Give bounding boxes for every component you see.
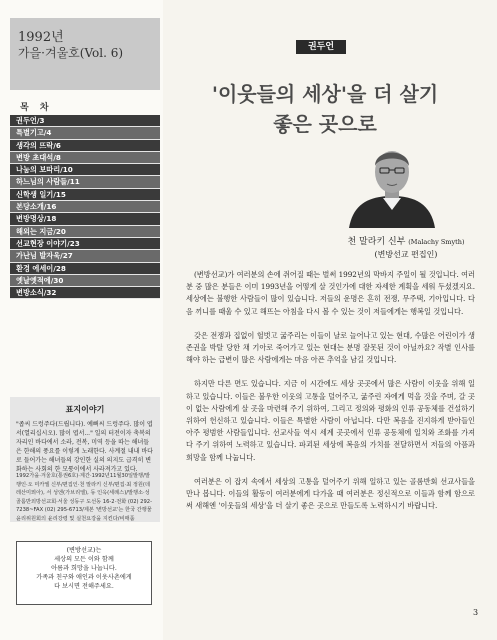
- toc-item: 특별기고/4: [10, 127, 160, 139]
- cover-story-text: "좁씨 드렁주다(드립니다). 예뻐씨 드렁주다. 많이 엽서(열리십시오). 많이 엽서..." 일의 터전이자 축복의 자리인 바다에서 소라, 전복, 미역 등을 따는 해녀들은 한해의 풍요를 이렇게 노래한다. 사계절 내내 바다로 들어가는 해녀들의 강인한 실의 의지도 급격히 변화하는 사회의 한 모퉁이에서 사라져가고 있다.: [16, 421, 153, 473]
- toc-item: 신학생 일기/15: [10, 189, 160, 201]
- toc-item: 변방명상/18: [10, 213, 160, 225]
- section-tag: 권두언: [296, 40, 346, 54]
- toc-item: 본당소개/16: [10, 201, 160, 213]
- article-title-line1: '이웃들의 세상'을 더 살기: [211, 82, 439, 106]
- distribution-notice: [16, 541, 152, 605]
- toc-item: 변방소식/32: [10, 287, 160, 299]
- toc-item: 옛날옛적에/30: [10, 275, 160, 287]
- toc-item: 가난님 발자욱/27: [10, 250, 160, 262]
- notice-line: 아름과 희망을 나눕니다.: [51, 565, 117, 572]
- publication-info: 1992가을·겨울호(통권6호)·계간·1992년11월30일발행/발행인·오 미카엘 신부/편집인·천 말라키 신부/편집·최 정원(데레산미뫼아), 서 성엔(가브리엘), 동 인옥(세례스)/발행소·성 골롬반외방선교회·서울 성동구 도선동 16-2·전화 (02) 292-7238~FAX (02) 295-6713/제본 '변방선교'는 한국 간행물 윤리위원회의 윤리강령 및 실천요강을 지킨다/비매품: [16, 473, 152, 522]
- toc-item: 나눔의 보따리/10: [10, 164, 160, 176]
- notice-line: (변방선교)는: [66, 547, 102, 554]
- notice-line: 가족과 친구와 애인과 이웃사촌에게: [36, 574, 132, 581]
- toc-item: 생각의 뜨락/6: [10, 140, 160, 152]
- toc-item: 해외는 지금/20: [10, 226, 160, 238]
- article-body: [186, 269, 475, 524]
- article-title-line2: 좋은 곳으로: [273, 112, 377, 136]
- author-affiliation: (변방선교 편집인): [374, 250, 438, 259]
- toc-item: 권두언/3: [10, 115, 160, 127]
- toc-item: 변방 초대석/8: [10, 152, 160, 164]
- article-paragraph: 갖은 전쟁과 집없이 헐벗고 굶주리는 이들이 날로 늘어나고 있는 현대, 수많은 어린이가 생존권을 박탈 당한 채 기아로 죽어가고 있는 현대는 분명 잘못된 것이 아닐까요? 작별 인사를 해야 하는 급변이 많은 사람에게는 마음 아픈 추억을 남길 것입니다.: [186, 330, 475, 365]
- author-name-en: (Malachy Smyth): [408, 238, 465, 246]
- table-of-contents: [10, 115, 160, 299]
- article-paragraph: 여러분은 이 잡지 속에서 세상의 고통을 덜어주기 위해 일하고 있는 골롬반회 선교사들을 만나 봅니다. 이들의 활동이 여러분에게 다가올 때 여러분은 정신적으로 이들과 함께 함으로써 새해엔 '이웃들의 세상'을 더 살기 좋은 곳으로 만들도록 노력하시기 바랍니다.: [186, 476, 475, 511]
- toc-title: 목 차: [20, 103, 53, 113]
- issue-volume: 가을·겨울호(Vol. 6): [18, 46, 124, 60]
- toc-item: 선교현장 이야기/23: [10, 238, 160, 250]
- article-paragraph: 하지만 다른 면도 있습니다. 지금 이 시간에도 세상 곳곳에서 많은 사람이 이웃을 위해 일하고 있습니다. 이들은 불우한 이웃의 고통을 덜어주고, 굶주린 자에게 먹을 것을 주며, 갈 곳이 없는 사람에게 살 곳을 마련해 주기 위하여, 그리고 정의와 평화의 인류 공동체를 건설하기 위하여 헌신하고 있습니다. 이들은 특별한 사람이 아닙니다. 다만 복음을 진지하게 받아들인 아주 평범한 사람들입니다. 선교사들 역시 세계 곳곳에서 인류 공동체에 일치와 조화를 가져다 주기 위하여 노력하고 있습니다. 파괴된 세상에 복음의 가치를 전달하면서 저들의 아픔과 희망을 함께 나눕니다.: [186, 379, 475, 462]
- author-photo: [339, 140, 445, 228]
- toc-item: 환경 에세이/28: [10, 263, 160, 275]
- issue-year: 1992년: [18, 30, 64, 45]
- author-byline: [321, 234, 491, 247]
- notice-line: 다 보시면 전해주세요.: [54, 583, 114, 590]
- notice-line: 세상의 모든 이와 함께: [54, 556, 114, 563]
- author-name: 천 말라키 신부: [347, 237, 406, 247]
- article-paragraph: (변방선교)가 여러분의 손에 쥐어질 때는 벌써 1992년의 막바지 주일이 될 것입니다. 여러분 중 많은 분들은 이미 1993년을 어떻게 살 것인가에 대한 자세한 계획을 세워 두셨겠지요. 세상에는 불행한 사람들이 많이 있습니다. 저들의 운명은 흔히 전쟁, 무주택, 기아입니다. 다음 끼니를 때울 수 있고 해뜨는 아침을 다시 볼 수 있는 것이 저들에게는 행복일 것입니다.: [186, 270, 475, 316]
- toc-item: 하느님의 사람들/11: [10, 176, 160, 188]
- page-number: 3: [473, 608, 479, 617]
- cover-story-title: 표지이야기: [65, 405, 105, 414]
